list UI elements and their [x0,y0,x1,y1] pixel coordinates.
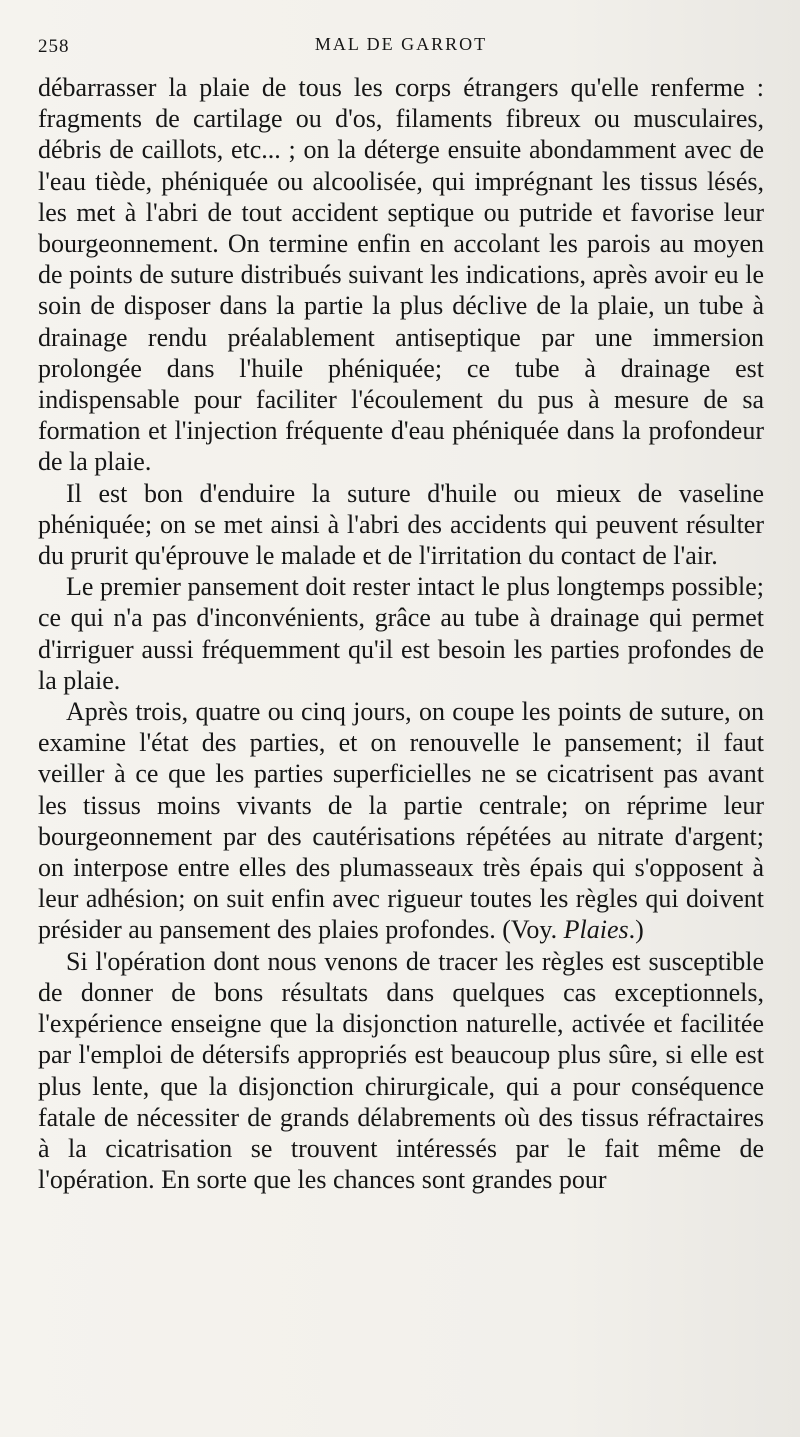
paragraph-5: Si l'opération dont nous venons de tracer les règles est susceptible de donner de bons résultats dans quelques cas exceptionnels, l'expérience enseigne que la disjonction naturelle, activée et facilitée par l'emploi de détersifs appropriés est beaucoup plus sûre, si elle est plus lente, que la disjonction chirurgicale, qui a pour conséquence fatale de nécessiter de grands délabrements où des tissus réfractaires à la cicatrisation se trouvent intéressés par le fait même de l'opération. En sorte que les chances sont grandes pour [38,946,764,1195]
page-number: 258 [38,36,70,57]
paragraph-4-text: Après trois, quatre ou cinq jours, on coupe les points de suture, on examine l'état des parties, et on renouvelle le pansement; il faut veiller à ce que les parties superficielles ne se cicatrisent pas avant les tissus moins vivants de la partie centrale; on réprime leur bourgeonnement par des cautérisations répétées au nitrate d'argent; on interpose entre elles des plumasseaux très épais qui s'opposent à leur adhésion; on suit enfin avec rigueur toutes les règles qui doivent présider au pansement des plaies profondes. (Voy. [38,697,764,945]
paragraph-4 [38,696,764,946]
paragraph-4-closing: .) [628,915,644,945]
paragraph-1: débarrasser la plaie de tous les corps étrangers qu'elle renferme : fragments de cartilage ou d'os, filaments fibreux ou musculaires, débris de caillots, etc... ; on la déterge ensuite abondamment avec de l'eau tiède, phéniquée ou alcoolisée, qui imprégnant les tissus lésés, les met à l'abri de tout accident septique ou putride et favorise leur bourgeonnement. On termine enfin en accolant les parois au moyen de points de suture distribués suivant les indications, après avoir eu le soin de disposer dans la partie la plus déclive de la plaie, un tube à drainage rendu préalablement antiseptique par une immersion prolongée dans l'huile phéniquée; ce tube à drainage est indispensable pour faciliter l'écoulement du pus à mesure de sa formation et l'injection fréquente d'eau phéniquée dans la profondeur de la plaie. [38,73,764,477]
paragraph-3: Le premier pansement doit rester intact le plus longtemps possible; ce qui n'a pas d'inconvénients, grâce au tube à drainage qui permet d'irriguer aussi fréquemment qu'il est besoin les parties profondes de la plaie. [38,572,764,695]
cross-reference-plaies: Plaies [563,915,629,945]
running-head [38,30,764,72]
body-text [38,72,764,1195]
running-title: MAL DE GARROT [314,34,488,54]
paragraph-2: Il est bon d'enduire la suture d'huile ou mieux de vaseline phéniquée; on se met ainsi à l'abri des accidents qui peuvent résulter du prurit qu'éprouve le malade et de l'irritation du contact de l'air. [38,478,764,571]
